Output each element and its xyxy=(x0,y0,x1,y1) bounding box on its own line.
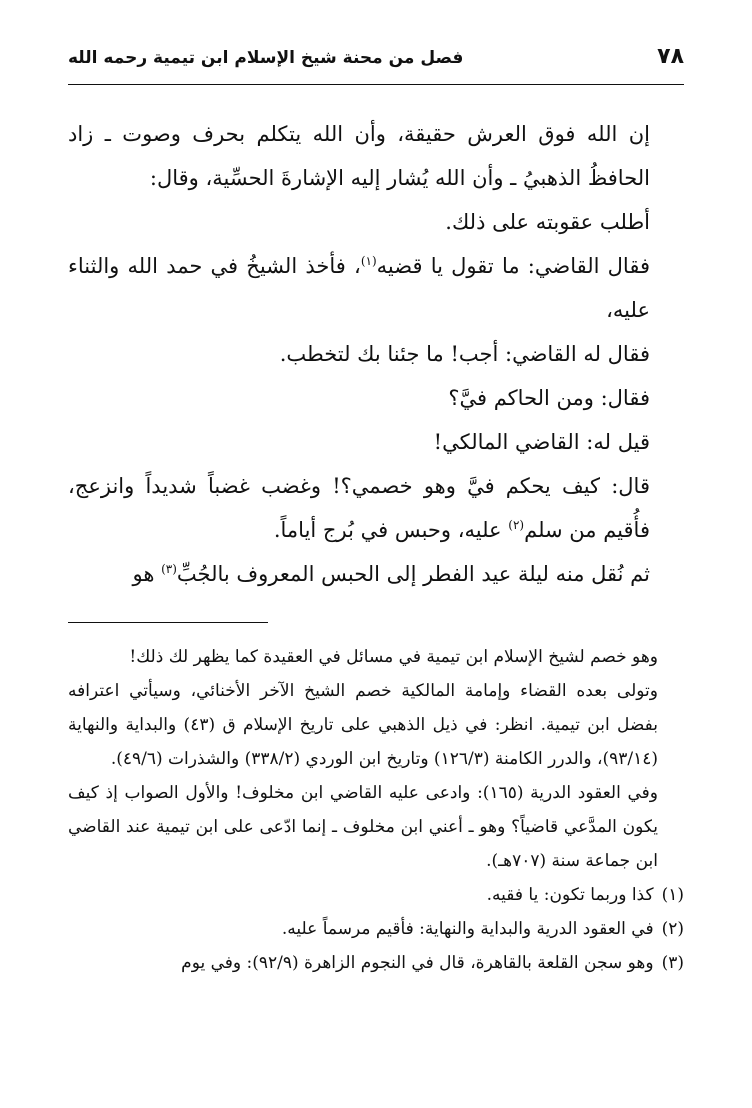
paragraph xyxy=(68,464,684,552)
footnote xyxy=(68,878,684,912)
footnote xyxy=(68,912,684,946)
footnote-text: كذا وربما تكون: يا فقيه. xyxy=(486,885,654,905)
paragraph-text: قال: كيف يحكم فيَّ وهو خصمي؟! وغضب غضباً شديداً وانزعج، فأُقيم من سلم xyxy=(68,474,650,542)
footnote-text: في العقود الدرية والبداية والنهاية: فأقيم مرسماً عليه. xyxy=(281,919,654,939)
paragraph xyxy=(68,552,684,596)
paragraph-text: فقال القاضي: ما تقول يا قضيه xyxy=(376,254,650,278)
page-number: ٧٨ xyxy=(657,44,684,69)
paragraph-text: ، فأخذ الشيخُ في حمد الله والثناء عليه، xyxy=(68,254,650,322)
footnote-mark: (٢) xyxy=(661,919,684,939)
paragraph: قيل له: القاضي المالكي! xyxy=(433,430,650,454)
footnote-text: وهو سجن القلعة بالقاهرة، قال في النجوم الزاهرة (٩٢/٩): وفي يوم xyxy=(181,953,654,973)
footnote-separator xyxy=(68,622,268,623)
paragraph: فقال: ومن الحاكم فيَّ؟ xyxy=(448,386,650,410)
paragraph xyxy=(68,244,684,332)
paragraph: أطلب عقوبته على ذلك. xyxy=(445,210,650,234)
running-title: فصل من محنة شيخ الإسلام ابن تيمية رحمه الله xyxy=(68,48,464,68)
paragraph-text: عليه، وحبس في بُرج أياماً. xyxy=(273,518,509,542)
footnote-ref[interactable]: (٢) xyxy=(508,518,525,532)
paragraph: إن الله فوق العرش حقيقة، وأن الله يتكلم بحرف وصوت ـ زاد الحافظُ الذهبيُ ـ وأن الله يُشار إليه الإشارةَ الحسِّية، وقال: xyxy=(68,122,650,190)
footnote-mark: (١) xyxy=(661,885,684,905)
footnote-ref[interactable]: (١) xyxy=(360,254,377,268)
page-header xyxy=(68,40,684,85)
paragraph-text: هو xyxy=(132,562,162,586)
note-paragraph: وفي العقود الدرية (١٦٥): وادعى عليه القاضي ابن مخلوف! والأول الصواب إذ كيف يكون المدَّعي قاضياً؟ وهو ـ أعني ابن مخلوف ـ إنما ادّعى على ابن تيمية عند القاضي ابن جماعة سنة (٧٠٧هـ). xyxy=(68,783,658,871)
paragraph-text: ثم نُقل منه ليلة عيد الفطر إلى الحبس المعروف بالجُبِّ xyxy=(176,562,650,586)
footnote xyxy=(68,946,684,980)
footnote-ref[interactable]: (٣) xyxy=(161,562,177,576)
paragraph: فقال له القاضي: أجب! ما جئنا بك لتخطب. xyxy=(279,342,650,366)
footnotes-area xyxy=(68,640,684,980)
note-paragraph: وهو خصم لشيخ الإسلام ابن تيمية في مسائل في العقيدة كما يظهر لك ذلك! xyxy=(129,647,658,667)
main-text xyxy=(68,112,684,596)
footnote-mark: (٣) xyxy=(661,953,684,973)
note-paragraph: وتولى بعده القضاء وإمامة المالكية خصم الشيخ الآخر الأخنائي، وسيأتي اعترافه بفضل ابن تيمية. انظر: في ذيل الذهبي على تاريخ الإسلام ق (٤٣) والبداية والنهاية (٩٣/١٤)، والدرر الكامنة (١٢٦/٣) وتاريخ ابن الوردي (٣٣٨/٢) والشذرات (٤٩/٦). xyxy=(68,681,659,769)
